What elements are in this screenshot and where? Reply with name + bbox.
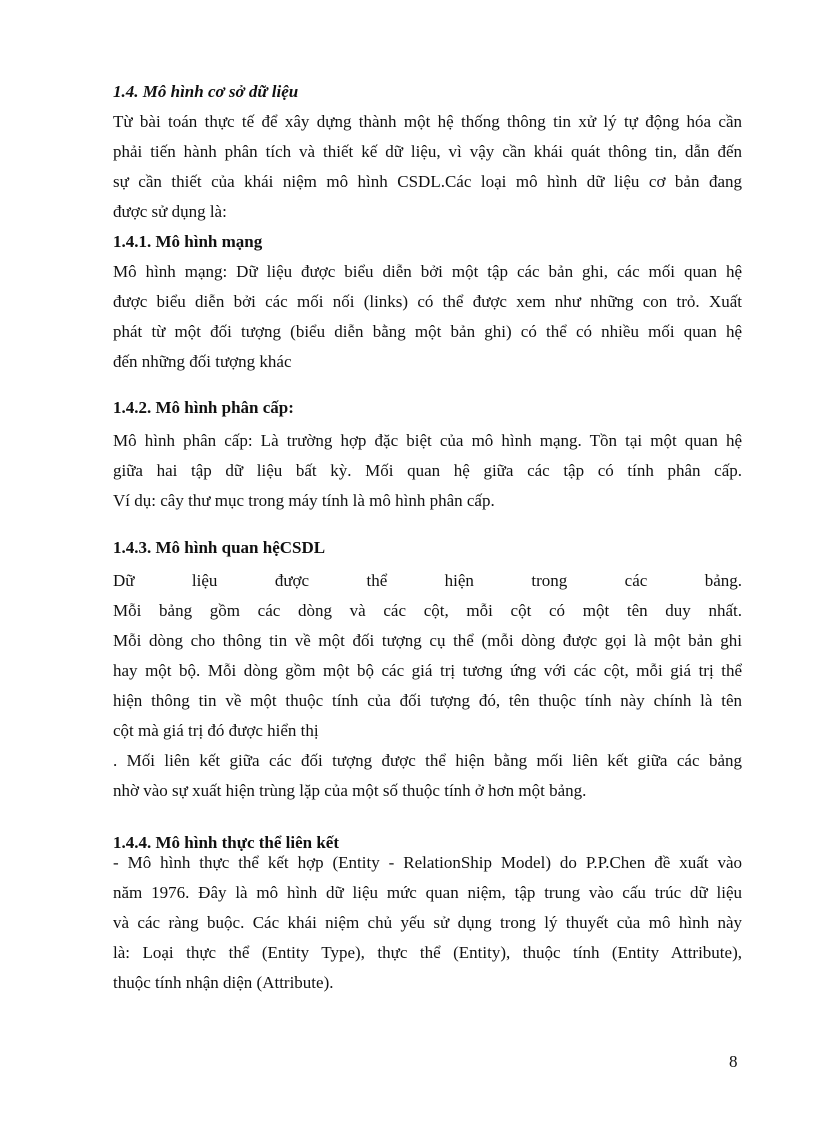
text-line: được sử dụng là:	[113, 202, 227, 221]
text-line: Mỗi dòng cho thông tin về một đối tượng cụ thể (mỗi dòng được gọi là một bản ghi	[113, 631, 742, 650]
subsection-title-hierarchical: 1.4.2. Mô hình phân cấp:	[113, 398, 294, 417]
subsection-title-relational: 1.4.3. Mô hình quan hệCSDL	[113, 538, 326, 557]
section-title: 1.4. Mô hình cơ sở dữ liệu	[113, 82, 299, 101]
network-model-paragraph	[113, 257, 742, 377]
text-line: và các ràng buộc. Các khái niệm chủ yếu sử dụng trong lý thuyết của mô hình này	[113, 913, 742, 932]
text-line: giữa hai tập dữ liệu bất kỳ. Mối quan hệ giữa các tập có tính phân cấp.	[113, 461, 742, 480]
text-line: hiện thông tin về một thuộc tính của đối tượng đó, tên thuộc tính này chính là tên	[113, 691, 742, 710]
hierarchical-model-paragraph	[113, 426, 742, 516]
text-line: đến những đối tượng khác	[113, 352, 292, 371]
text-line: Mô hình mạng: Dữ liệu được biểu diễn bởi một tập các bản ghi, các mối quan hệ	[113, 262, 742, 281]
er-model-paragraph	[113, 848, 742, 998]
text-line: Mỗi bảng gồm các dòng và các cột, mỗi cột có một tên duy nhất.	[113, 601, 742, 620]
text-line: phải tiến hành phân tích và thiết kế dữ liệu, vì vậy cần khái quát thông tin, dẫn đến	[113, 142, 742, 161]
subsection-title-er: 1.4.4. Mô hình thực thể liên kết	[113, 833, 340, 852]
text-line: là: Loại thực thể (Entity Type), thực thể (Entity), thuộc tính (Entity Attribute),	[113, 943, 742, 962]
text-line: cột mà giá trị đó được hiển thị	[113, 721, 319, 740]
text-line: - Mô hình thực thể kết hợp (Entity - RelationShip Model) do P.P.Chen đề xuất vào	[113, 853, 742, 872]
intro-paragraph	[113, 107, 742, 227]
text-line: hay một bộ. Mỗi dòng gồm một bộ các giá trị tương ứng với các cột, mỗi giá trị thể	[113, 661, 742, 680]
text-line: phát từ một đối tượng (biểu diễn bằng một bản ghi) có thể có nhiều mối quan hệ	[113, 322, 742, 341]
text-line: năm 1976. Đây là mô hình dữ liệu mức quan niệm, tập trung vào cấu trúc dữ liệu	[113, 883, 742, 902]
relational-model-paragraph	[113, 566, 742, 806]
subsection-title-network: 1.4.1. Mô hình mạng	[113, 232, 263, 251]
text-line: . Mối liên kết giữa các đối tượng được thể hiện bằng mối liên kết giữa các bảng	[113, 751, 742, 770]
text-line: thuộc tính nhận diện (Attribute).	[113, 973, 334, 992]
text-line: Mô hình phân cấp: Là trường hợp đặc biệt của mô hình mạng. Tồn tại một quan hệ	[113, 431, 742, 450]
text-line: được biểu diễn bởi các mối nối (links) có thể được xem như những con trỏ. Xuất	[113, 292, 742, 311]
text-line: sự cần thiết của khái niệm mô hình CSDL.Các loại mô hình dữ liệu cơ bản đang	[113, 172, 742, 191]
text-line: Từ bài toán thực tế để xây dựng thành một hệ thống thông tin xử lý tự động hóa cần	[113, 112, 742, 131]
page-number: 8	[729, 1052, 738, 1071]
text-line: nhờ vào sự xuất hiện trùng lặp của một số thuộc tính ở hơn một bảng.	[113, 781, 587, 800]
text-line: Ví dụ: cây thư mục trong máy tính là mô hình phân cấp.	[113, 491, 495, 510]
text-line: Dữ liệu được thể hiện trong các bảng.	[113, 571, 742, 590]
